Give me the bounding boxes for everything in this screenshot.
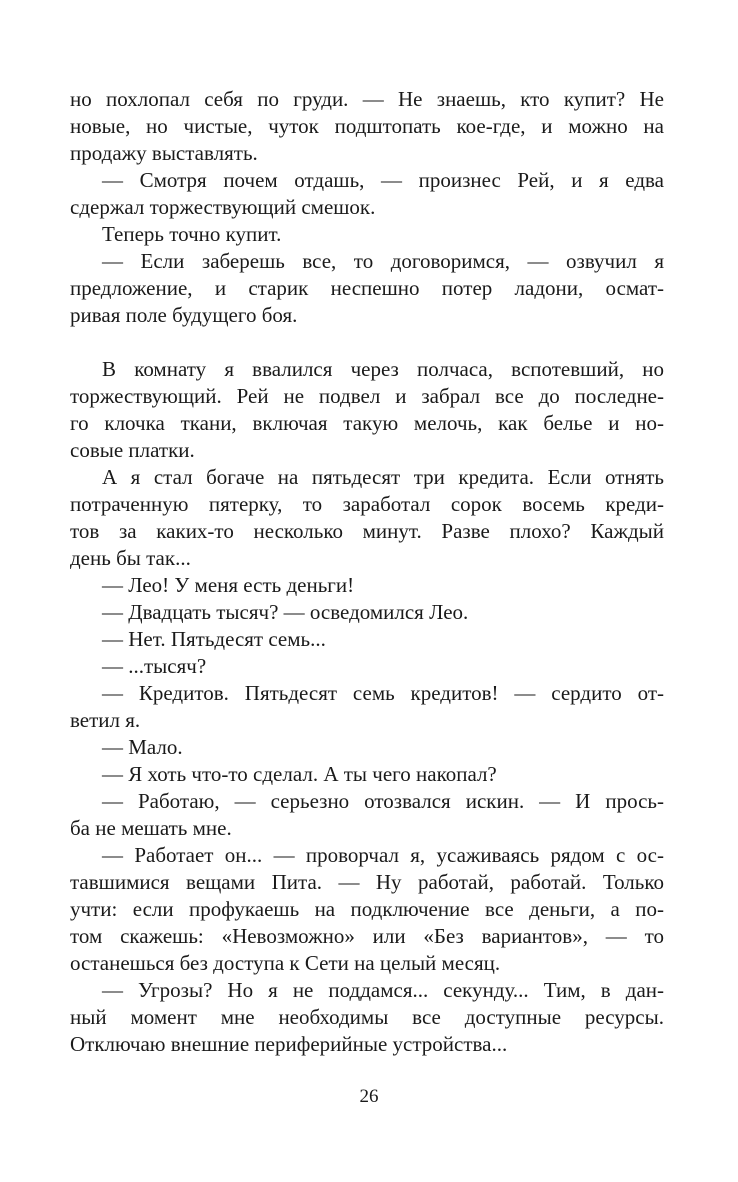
text-line: останешься без доступа к Сети на целый месяц.: [70, 951, 501, 975]
text-line: го клочка ткани, включая такую мелочь, как белье и но-: [70, 411, 664, 435]
text-line: ветил я.: [70, 708, 141, 732]
text-line: — Нет. Пятьдесят семь...: [102, 627, 326, 651]
text-line: продажу выставлять.: [70, 141, 258, 165]
text-line: — Я хоть что-то сделал. А ты чего накопал?: [102, 762, 497, 786]
text-line: тавшимися вещами Пита. — Ну работай, работай. Только: [70, 870, 664, 894]
text-block-2: [70, 356, 664, 1058]
text-line: А я стал богаче на пятьдесят три кредита. Если отнять: [102, 465, 664, 489]
text-line: В комнату я ввалился через полчаса, вспотевший, но: [102, 357, 664, 381]
text-line: — Работаю, — серьезно отозвался искин. — И прось-: [102, 789, 664, 813]
text-line: — Кредитов. Пятьдесят семь кредитов! — сердито от-: [102, 681, 664, 705]
text-line: — ...тысяч?: [102, 654, 207, 678]
text-line: том скажешь: «Невозможно» или «Без вариантов», — то: [70, 924, 664, 948]
text-line: Отключаю внешние периферийные устройства...: [70, 1032, 508, 1056]
text-line: предложение, и старик неспешно потер ладони, осмат-: [70, 276, 664, 300]
text-block-1: [70, 86, 664, 329]
text-line: сдержал торжествующий смешок.: [70, 195, 376, 219]
text-line: торжествующий. Рей не подвел и забрал все до последне-: [70, 384, 664, 408]
text-line: ный момент мне необходимы все доступные ресурсы.: [70, 1005, 664, 1029]
text-line: день бы так...: [70, 546, 191, 570]
text-line: — Смотря почем отдашь, — произнес Рей, и я едва: [102, 168, 664, 192]
text-line: ривая поле будущего боя.: [70, 303, 298, 327]
text-line: потраченную пятерку, то заработал сорок восемь креди-: [70, 492, 664, 516]
text-line: но похлопал себя по груди. — Не знаешь, кто купит? Не: [70, 87, 664, 111]
text-line: — Лео! У меня есть деньги!: [102, 573, 355, 597]
text-line: учти: если профукаешь на подключение все деньги, а по-: [70, 897, 664, 921]
text-line: тов за каких-то несколько минут. Разве плохо? Каждый: [70, 519, 664, 543]
text-line: — Двадцать тысяч? — осведомился Лео.: [102, 600, 469, 624]
text-line: ба не мешать мне.: [70, 816, 232, 840]
text-line: — Если заберешь все, то договоримся, — озвучил я: [102, 249, 664, 273]
text-line: — Работает он... — проворчал я, усаживаясь рядом с ос-: [102, 843, 664, 867]
text-line: — Мало.: [102, 735, 183, 759]
text-line: новые, но чистые, чуток подштопать кое-где, и можно на: [70, 114, 664, 138]
section-gap: [70, 329, 664, 356]
text-line: совые платки.: [70, 438, 195, 462]
page-body: [70, 86, 664, 1058]
text-line: Теперь точно купит.: [102, 222, 282, 246]
page-number: 26: [359, 1086, 379, 1107]
text-line: — Угрозы? Но я не поддамся... секунду... Тим, в дан-: [102, 978, 664, 1002]
